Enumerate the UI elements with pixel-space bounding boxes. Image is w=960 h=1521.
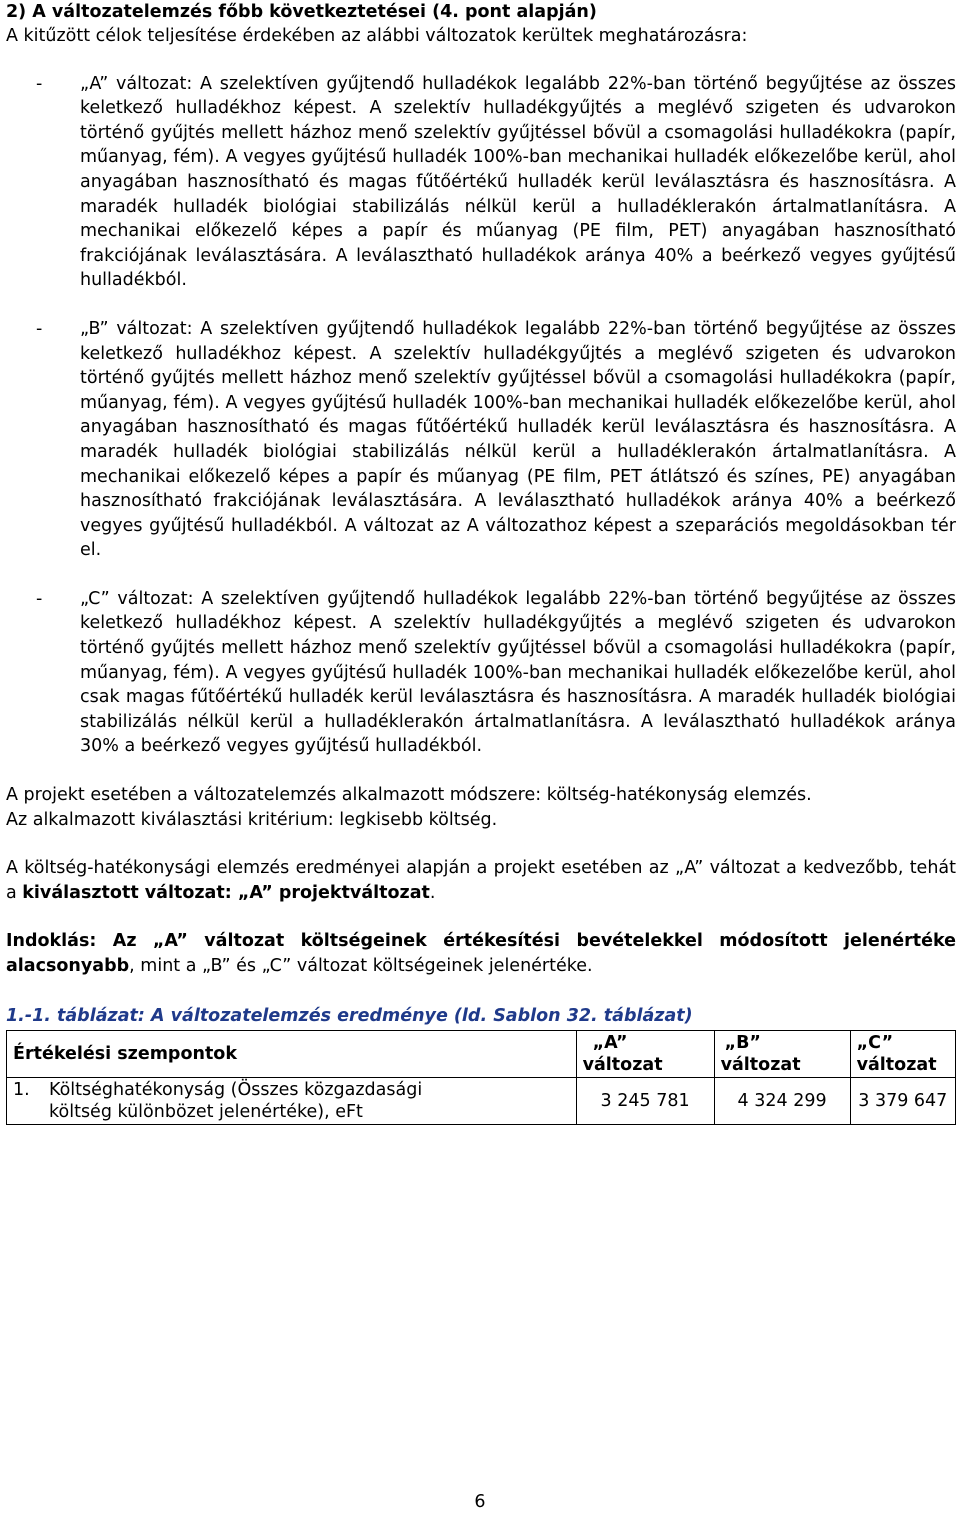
value-variant-c: 3 379 647 [850, 1078, 955, 1125]
justification-paragraph [6, 929, 956, 978]
header-a-line1: „A” [592, 1033, 628, 1054]
variant-a-item [6, 72, 956, 293]
results-table [6, 1030, 956, 1125]
selected-variant: kiválasztott változat: „A” projektváltozat [22, 882, 430, 903]
intro-paragraph: A kitűzött célok teljesítése érdekében az alábbi változatok kerültek meghatározásra: [6, 26, 748, 46]
variant-a-text: „A” változat: A szelektíven gyűjtendő hulladékok legalább 22%-ban történő begyűjtése az összes keletkező hulladékhoz képest. A szelektív hulladékgyűjtés a meglévő szigeten és udvarokon történő gyűjtés mellett házhoz menő szelektív gyűjtéssel bővül a csomagolási hulladékokra (papír, műanyag, fém). A vegyes gyűjtésű hulladék 100%-ban mechanikai hulladék előkezelőbe kerül, ahol anyagában hasznosítható és magas fűtőértékű hulladék kerül leválasztásra és hasznosításra. A maradék hulladék biológiai stabilizálás nélkül kerül a hulladéklerakón ártalmatlanításra. A mechanikai előkezelő képes a papír és műanyag (PE film, PET) anyagában hasznosítható frakciójának leválasztására. A leválasztható hulladékok aránya 40% a beérkező vegyes gyűjtésű hulladékból. [80, 73, 956, 291]
header-criteria: Értékelési szempontok [7, 1031, 577, 1078]
page-number: 6 [474, 1492, 486, 1512]
result-paragraph [6, 856, 956, 905]
section-heading: 2) A változatelemzés főbb következtetései (4. pont alapján) [6, 2, 597, 22]
row-criterion-line1: Költséghatékonyság (Összes közgazdasági [49, 1080, 423, 1101]
list-dash: - [36, 588, 43, 609]
method-line: A projekt esetében a változatelemzés alkalmazott módszere: költség-hatékonyság elemzés. [6, 785, 812, 806]
header-b-line1: „B” [724, 1033, 761, 1054]
table-header-row [7, 1031, 956, 1078]
header-b-line2: változat [720, 1055, 801, 1076]
method-paragraph [6, 783, 956, 832]
result-text: A költség-hatékonysági elemzés eredményei alapján a projekt esetében az „A” változat a kedvezőbb, tehát a [6, 858, 956, 903]
header-variant-c [850, 1031, 955, 1078]
list-dash: - [36, 318, 43, 339]
header-c-line2: változat [856, 1055, 937, 1076]
variant-c-item [6, 587, 956, 759]
result-end: . [429, 882, 436, 903]
value-variant-a: 3 245 781 [576, 1078, 714, 1125]
criterion-line: Az alkalmazott kiválasztási kritérium: legkisebb költség. [6, 809, 498, 830]
table-caption: 1.-1. táblázat: A változatelemzés eredménye (ld. Sablon 32. táblázat) [6, 1005, 693, 1026]
header-a-line2: változat [582, 1055, 663, 1076]
variant-b-text: „B” változat: A szelektíven gyűjtendő hulladékok legalább 22%-ban történő begyűjtése az összes keletkező hulladékhoz képest. A szelektív hulladékgyűjtés a meglévő szigeten és udvarokon történő gyűjtés mellett házhoz menő szelektív gyűjtéssel bővül a csomagolási hulladékokra (papír, műanyag, fém). A vegyes gyűjtésű hulladék 100%-ban mechanikai hulladék előkezelőbe kerül, ahol anyagában hasznosítható és magas fűtőértékű hulladék kerül leválasztásra és hasznosításra. A maradék hulladék biológiai stabilizálás nélkül kerül a hulladéklerakón ártalmatlanításra. A mechanikai előkezelő képes a papír és műanyag (PE film, PET átlátszó és színes, PE) anyagában hasznosítható frakciójának leválasztására. A leválasztható hulladékok aránya 40% a beérkező vegyes gyűjtésű hulladékból. A változat az A változathoz képest a szeparációs megoldásokban tér el. [80, 318, 956, 561]
header-variant-b [714, 1031, 850, 1078]
row-number: 1. [7, 1078, 50, 1125]
list-dash: - [36, 73, 43, 94]
justification-bold: Indoklás: Az „A” változat költségeinek értékesítési bevételekkel módosított jelenértéke alacsonyabb [6, 931, 956, 976]
value-variant-b: 4 324 299 [714, 1078, 850, 1125]
header-variant-a [576, 1031, 714, 1078]
row-criterion [49, 1078, 576, 1125]
row-criterion-line2: költség különbözet jelenértéke), eFt [49, 1102, 363, 1123]
variant-c-text: „C” változat: A szelektíven gyűjtendő hulladékok legalább 22%-ban történő begyűjtése az összes keletkező hulladékhoz képest. A szelektív hulladékgyűjtés a meglévő szigeten és udvarokon történő gyűjtés mellett házhoz menő szelektív gyűjtéssel bővül a csomagolási hulladékokra (papír, műanyag, fém). A vegyes gyűjtésű hulladék 100%-ban mechanikai hulladék előkezelőbe kerül, ahol csak magas fűtőértékű hulladék kerül leválasztásra és hasznosításra. A maradék hulladék biológiai stabilizálás nélkül kerül a hulladéklerakón ártalmatlanításra. A leválasztható hulladékok aránya 30% a beérkező vegyes gyűjtésű hulladékból. [80, 588, 956, 757]
table-row [7, 1078, 956, 1125]
header-c-line1: „C” [856, 1033, 894, 1054]
variant-b-item [6, 317, 956, 563]
justification-text: , mint a „B” és „C” változat költségeinek jelenértéke. [129, 956, 593, 976]
document-page [6, 0, 956, 1125]
